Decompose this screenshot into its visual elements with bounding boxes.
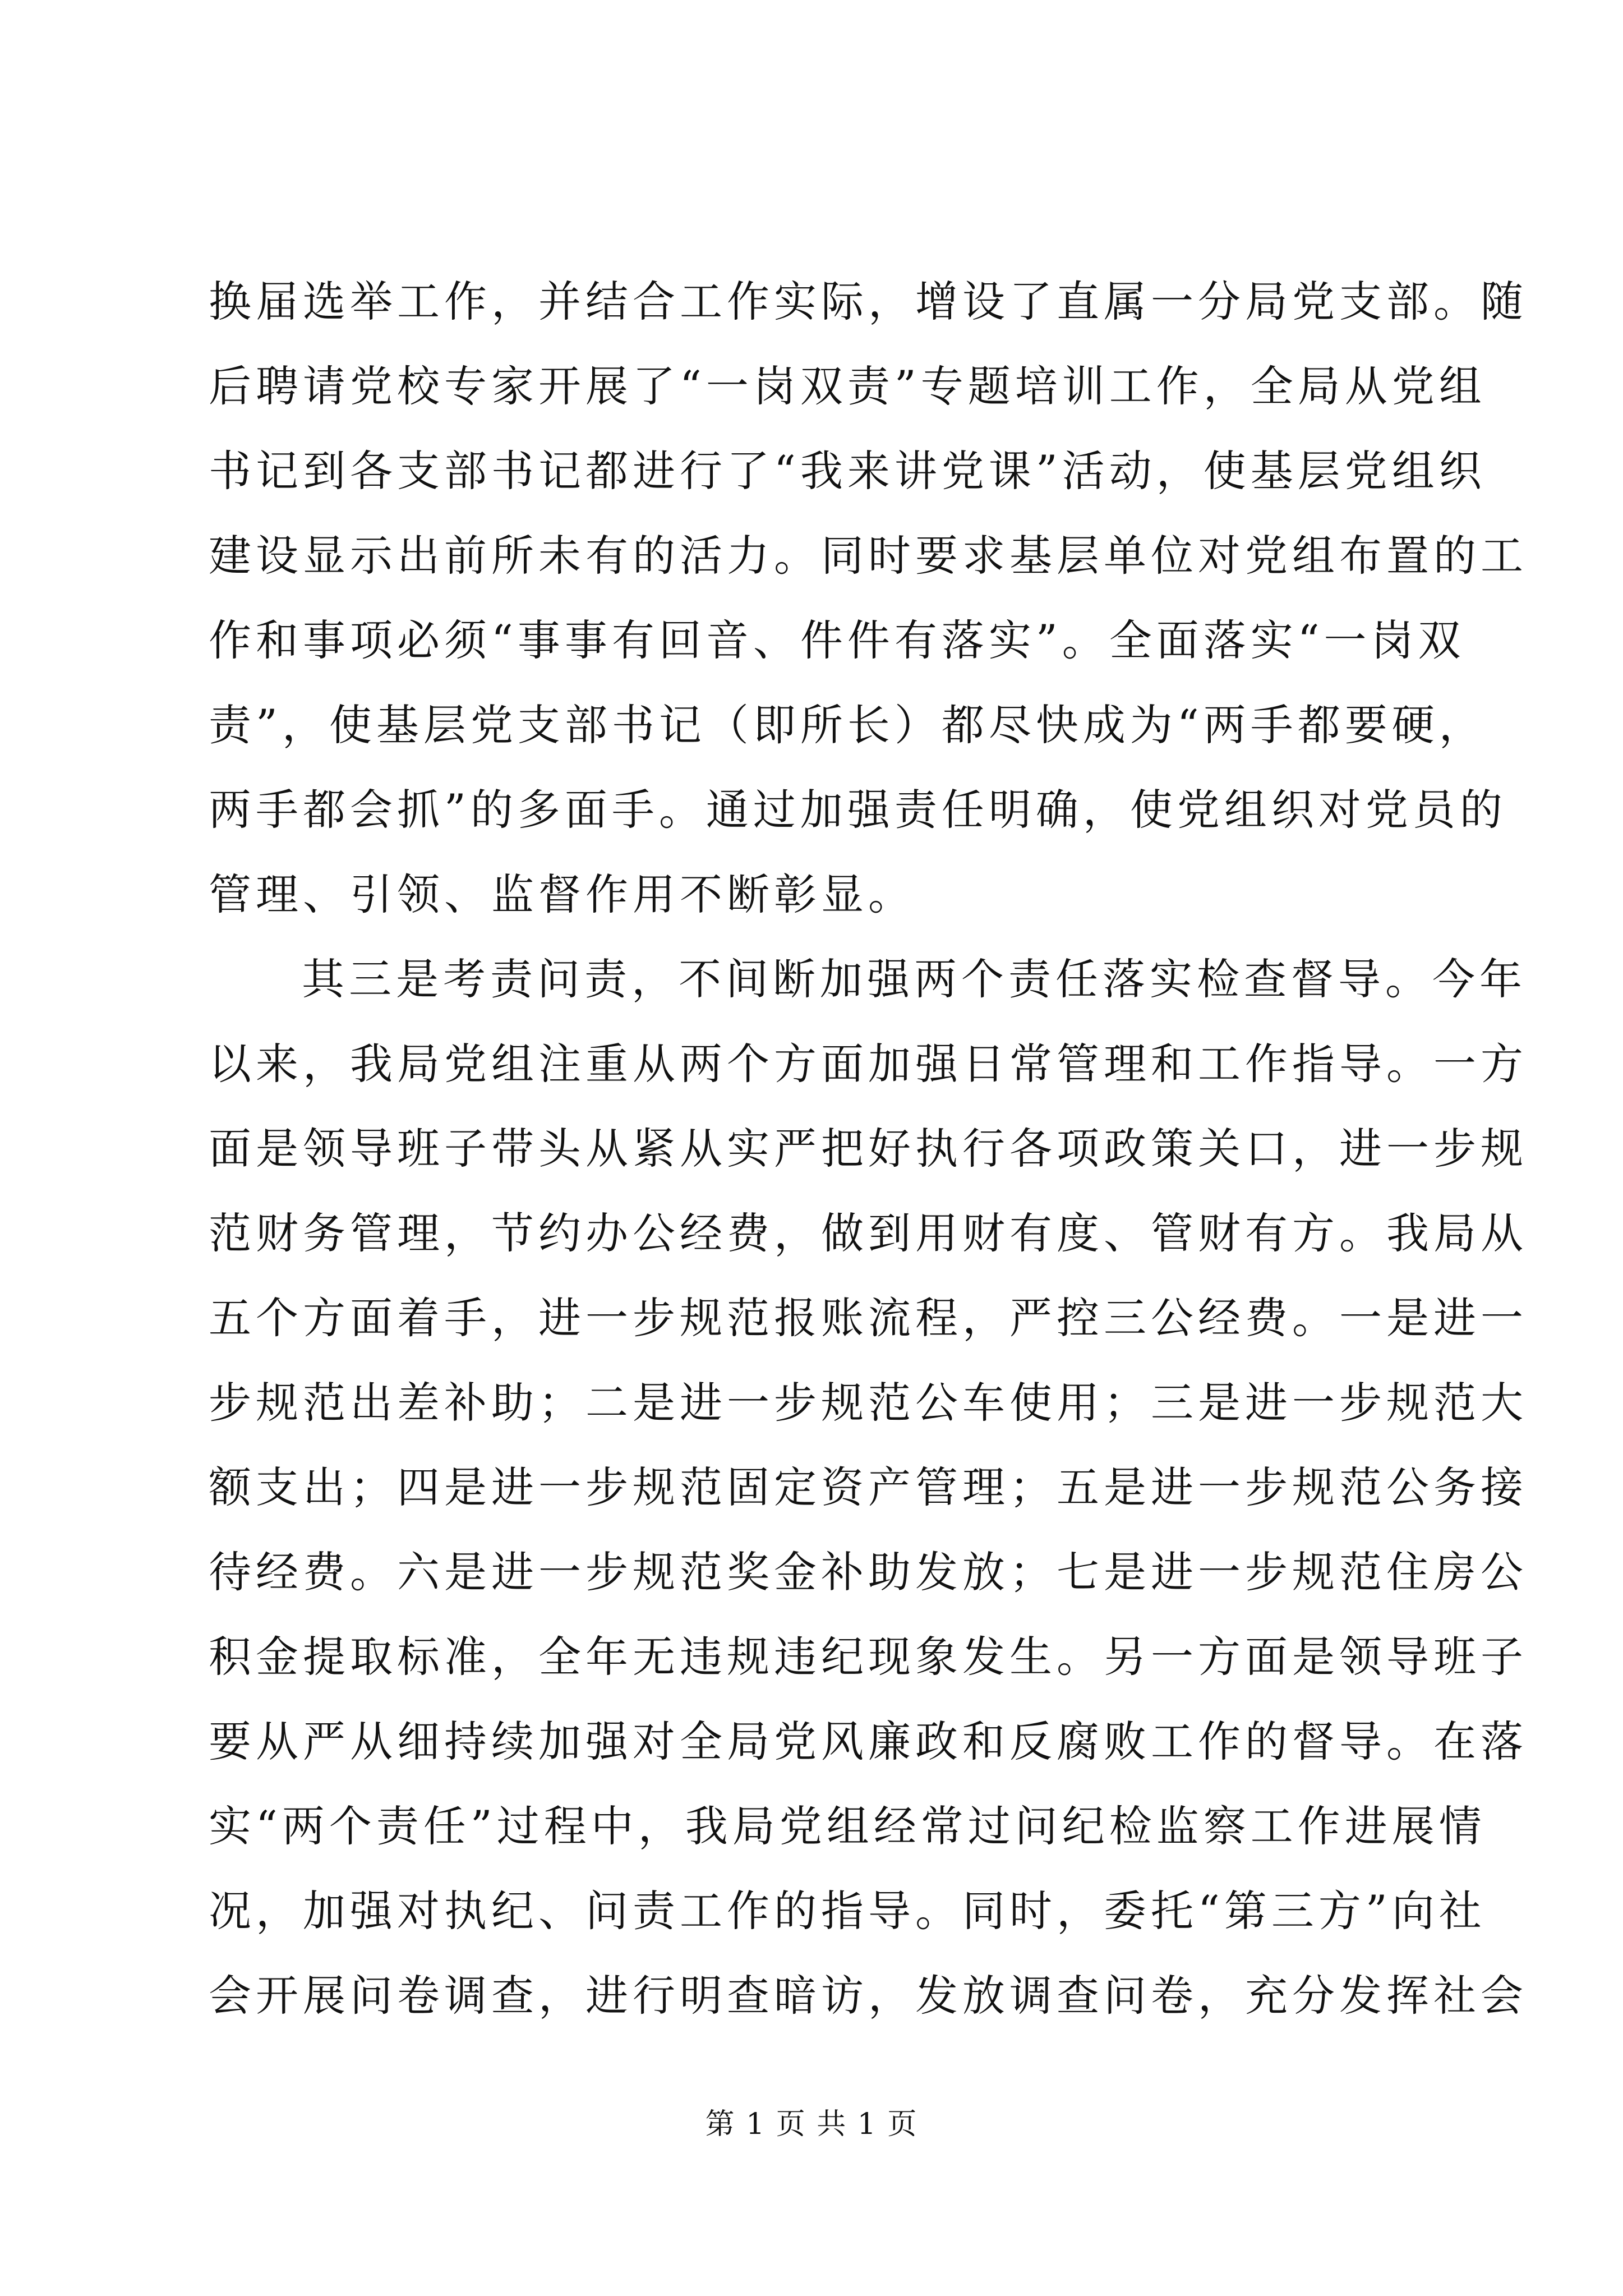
text-line: 待经费。六是进一步规范奖金补助发放；七是进一步规范住房公 (209, 1547, 1528, 1597)
text-line: 要从严从细持续加强对全局党风廉政和反腐败工作的督导。在落 (209, 1717, 1528, 1766)
text-line: 积金提取标准，全年无违规违纪现象发生。另一方面是领导班子 (209, 1632, 1528, 1682)
text-line: 建设显示出前所未有的活力。同时要求基层单位对党组布置的工 (209, 531, 1528, 581)
text-line: 责”，使基层党支部书记（即所长）都尽快成为“两手都要硬， (209, 700, 1486, 750)
text-line: 面是领导班子带头从紧从实严把好执行各项政策关口，进一步规 (209, 1124, 1528, 1174)
text-line: 五个方面着手，进一步规范报账流程，严控三公经费。一是进一 (209, 1293, 1528, 1343)
text-line: 实“两个责任”过程中，我局党组经常过问纪检监察工作进展情 (209, 1801, 1486, 1851)
text-line: 换届选举工作，并结合工作实际，增设了直属一分局党支部。随 (209, 277, 1528, 326)
text-line: 管理、引领、监督作用不断彰显。 (209, 869, 915, 919)
body-text (209, 259, 1528, 2038)
text-line: 书记到各支部书记都进行了“我来讲党课”活动，使基层党组织 (209, 446, 1486, 496)
text-line: 作和事项必须“事事有回音、件件有落实”。全面落实“一岗双 (209, 615, 1465, 665)
text-line: 况，加强对执纪、问责工作的指导。同时，委托“第三方”向社 (209, 1886, 1486, 1936)
text-line: 以来，我局党组注重从两个方面加强日常管理和工作指导。一方 (209, 1039, 1528, 1089)
text-line: 会开展问卷调查，进行明查暗访，发放调查问卷，充分发挥社会 (209, 1971, 1528, 2021)
text-line: 后聘请党校专家开展了“一岗双责”专题培训工作，全局从党组 (209, 361, 1486, 411)
paragraph-first-line: 其三是考责问责，不间断加强两个责任落实检查督导。今年 (302, 954, 1527, 1004)
text-line: 范财务管理，节约办公经费，做到用财有度、管财有方。我局从 (209, 1208, 1528, 1258)
text-line: 两手都会抓”的多面手。通过加强责任明确，使党组织对党员的 (209, 785, 1507, 835)
text-line: 步规范出差补助；二是进一步规范公车使用；三是进一步规范大 (209, 1378, 1528, 1428)
text-line: 额支出；四是进一步规范固定资产管理；五是进一步规范公务接 (209, 1462, 1528, 1512)
page-footer: 第 1 页 共 1 页 (705, 2108, 918, 2141)
